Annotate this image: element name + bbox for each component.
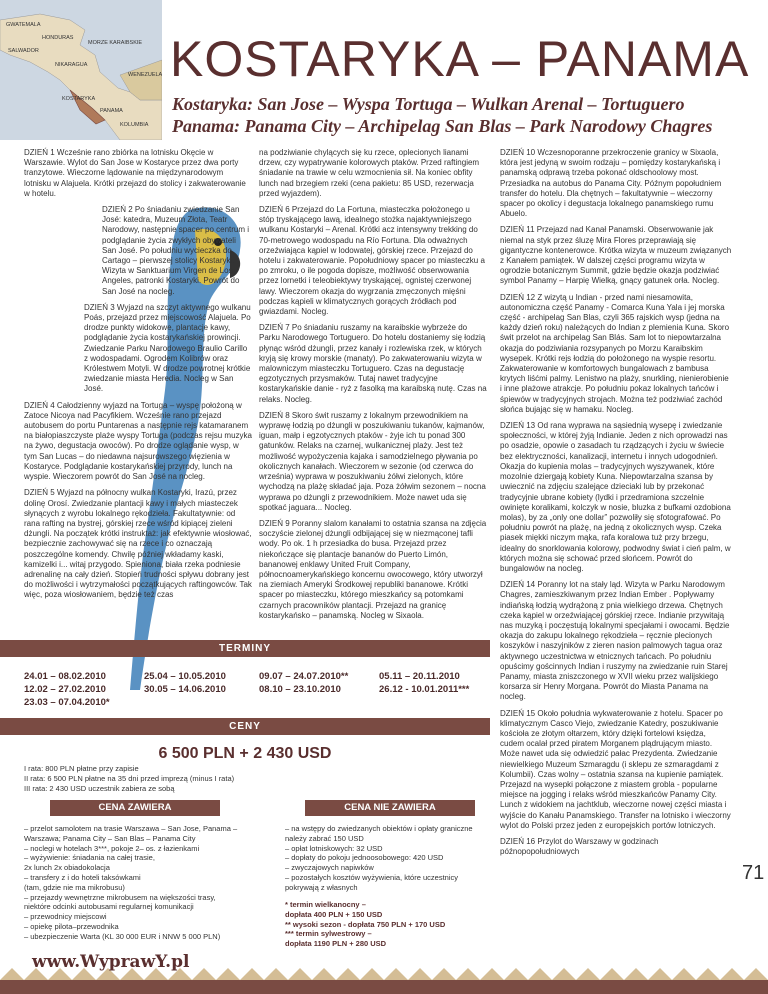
day-2: DZIEŃ 2 Po śniadaniu zwiedzanie San José: katedra, Muzeum Złota, Teatr Narodowy, następnie spacer po centrum i podglądanie życia zwykłych obywateli San José. Po południu wycieczka do Cartago – pierwszej stolicy Kostaryki. Wizyta w Sanktuarium Virgen de Los Angeles, patronki Kostaryki. Powrót do San José na nocleg. (102, 205, 250, 296)
term-date: 09.07 – 24.07.2010** (259, 671, 349, 682)
main-price: 6 500 PLN + 2 430 USD (158, 745, 332, 762)
map-label: MORZE KARAIBSKIE (88, 40, 143, 46)
list-item: – zwyczajowych napiwków (285, 863, 374, 873)
map-label: WENEZUELA (128, 72, 162, 78)
note-item: * termin wielkanocny – (285, 900, 366, 909)
list-item: – wyżywienie: śniadania na całej trasie, (24, 853, 155, 863)
term-date: 30.05 – 14.06.2010 (144, 684, 226, 695)
itinerary-column-right (500, 148, 732, 863)
day-5-continued: na podziwianie chylących się ku rzece, oplecionych lianami drzew, czy wypatrywanie kolorowych ptaków. Przed raftingiem śniadanie na trawie w celu wzmocnienia sił. Na koniec obfity lunch nad brzegiem rzeki (cena pakietu: 85 USD, rezerwacja przed wyjazdem). (259, 148, 480, 198)
list-item: – ubezpieczenie Warta (KL 30 000 EUR i NNW 5 000 PLN) (24, 931, 221, 941)
list-item: – transfery z i do hoteli taksówkami (24, 872, 141, 882)
day-3: DZIEŃ 3 Wyjazd na szczyt aktywnego wulkanu Poás, przejazd przez miejscowość Alajuela. Po drodze punkty widokowe, plantacje kawy, podglądanie życia kostarykańskiej prowincji. Zwiedzanie Parku Narodowego Braulio Carillo z wodospadami. Ogrodem Kolibrów oraz Królestwem Motyli. W drodze powrotnej krótkie zwiedzanie miasta Heredia. Nocleg w San José. (84, 302, 251, 394)
day-13: DZIEŃ 13 Od rana wyprawa na sąsiednią wysepę i zwiedzanie społeczności, w której żyją Indianie. Jeden z nich oprowadzi nas po osadzie, opowie o zasadach tu rządzących i życiu w świecie bez elektryczności, kanalizacji, internetu i innych udogodnień. Okazja do kupienia molas – tradycyjnych wyszywanek, które mozolnie dziergają kobiety Kuna. Niepowtarzalna szansa by uwiecznić na zdjęciu szalejące dzieciaki lub by przekonać tradycyjnie ubrane kobiety (lydki i przedramiona szczelnie owinięte koralikami, kolczyk w nosie, bluzka z bufkami ozdobiona molas), by za „only one dollar” pozwoliły się sfotografować. Po południu powrót na plażę, na jedną z okolicznych wysp. Czeka piasek miękki niczym mąka, rafa koralowa tuż przy brzegu, idealny do snorklowania kolorowy, podwodny świat i cień palm, w których można się schować przed słońcem. Powrót do bungalowów na nocleg. (500, 421, 731, 573)
term-date: 08.10 – 23.10.2010 (259, 684, 341, 695)
day-9: DZIEŃ 9 Poranny slalom kanałami to ostatnia szansa na zdjęcia soczyście zielonej dżungli odbijającej się w niezmąconej tafli wody. Po ok. 1 h przesiadka do busa. Przejazd przez niekończące się plantacje bananów do Puerto Limón, bananowej enklawy United Fruit Company, północnoamerykańskiego koncernu owocowego, który utworzył na ziemiach Ameryki Środkowej republiki bananowe. Krótki spacer po miasteczku, którego mieszkańcy są potomkami czarnych pracowników plantacji. Przejazd na granicę kostarykańsko – panamską. Nocleg w Sixaola. (259, 518, 487, 620)
installment-line: III rata: 2 430 USD uczestnik zabiera ze sobą (24, 784, 175, 793)
page-number: 71 (742, 862, 765, 884)
day-11: DZIEŃ 11 Przejazd nad Kanał Panamski. Obserwowanie jak niemal na styk przez śluzę Mira Flores przeprawiają się gigantyczne kontenerowce. Krótka wizyta w muzeum związanych z Kanałem pamiątek. W dalszej części programu wizyta w ogrodzie botanicznym Summit, gdzie będzie okazja podziwiać symbol Panamy – Harpię Wielką, gnący gatunek orła. Nocleg. (500, 225, 732, 286)
map-label: NIKARAGUA (55, 62, 88, 68)
map-label: PANAMA (100, 108, 123, 114)
list-item: – dopłaty do pokoju jednoosobowego: 420 USD (285, 853, 444, 863)
term-date: 05.11 – 20.11.2010 (379, 671, 460, 682)
map-label: SALWADOR (8, 48, 39, 54)
list-item: należy zabrać 150 USD (285, 833, 364, 843)
day-6: DZIEŃ 6 Przejazd do La Fortuna, miasteczka położonego u stóp tryskającego lawą, idealnego stożka najaktywniejszego wulkanu Kostaryki – Arenal. Krótki acz intensywny trekking do 70-metrowego wodospadu na Río Fortuna. Dla odważnych orzeźwiająca kąpiel w lodowatej, górskiej rzece. Przejazd do hotelu i zakwaterowanie. Popołudniowy spacer po miasteczku a po zmroku, o ile pogoda dopisze, możliwość obserwowania przez lornetki i teleobiektywy tryskającej, ognistej czerwonej lawy. Wieczorem okazja do wygrzania zmęczonych mięśni podczas kąpieli w klimatycznych gorących źródłach pod gwiazdami. Nocleg. (259, 205, 485, 317)
term-date: 25.04 – 10.05.2010 (144, 671, 226, 682)
day-12: DZIEŃ 12 Z wizytą u Indian - przed nami niesamowita, autonomiczna część Panamy - Comarca Kuna Yala i jej morska część - archipelag San Blas, czyli 365 rajskich wysp (jedna na każdy dzień roku) należących do Indian z plemienia Kuna. Skoro świt przelot na archipelag San Blás. Sam lot to niepowtarzalna okazja do podziwiania rozsypanych po Morzu Karaibskim wysepek. Krótki rejs łodzią do położonego na wyspie resortu. Zakwaterowanie w komfortowych bungalowach z bambusa krytych liśćmi palmy. Lenistwo na plaży, snurkling, nienierobienie i inne plażowe atrakcje. Po południu pokaz lokalnych tańców i śpiewów w tradycyjnych strojach. Można też podziwiać zachód słońca bujając się w hamaku. Nocleg. (500, 292, 730, 414)
installment-line: I rata: 800 PLN płatne przy zapisie (24, 764, 139, 773)
excludes-list (285, 824, 495, 893)
terms-col-4 (379, 670, 499, 696)
price-installments (24, 764, 234, 794)
map-label: HONDURAS (42, 35, 74, 41)
subtitle-panama: Panama: Panama City – Archipelag San Blas – Park Narodowy Chagres (172, 116, 713, 136)
subtitle-costa-rica: Kostaryka: San Jose – Wyspa Tortuga – Wulkan Arenal – Tortuguero (172, 94, 685, 114)
note-item: dopłata 1190 PLN + 280 USD (285, 939, 387, 949)
terms-col-3 (259, 670, 379, 696)
list-item: – noclegi w hotelach 3***, pokoje 2– os. z łazienkami (24, 843, 200, 853)
region-map (0, 0, 162, 140)
list-item: – opiekę pilota–przewodnika (24, 921, 119, 931)
day-16: DZIEŃ 16 Przylot do Warszawy w godzinach późnopopołudniowych (500, 837, 659, 857)
day-15: DZIEŃ 15 Około południa wykwaterowanie z hotelu. Spacer po klimatycznym Casco Viejo, zwiedzanie Katedry, poszukiwanie kościoła ze złotym ołtarzem, który dzięki fortelowi księdza, cudem ocalał przed piratem Morganem plądrującym miasto. Może nawet uda się odwiedzić pałac Prezydenta. Zwiedzanie niewielkiego Muzeum Szmaragdu (i sklepu ze szmaragdami z Kolumbii). Czas wolny – ostatnia szansa na kupienie pamiątek. Przejazd na wysepki połączone z miastem grobla - popularne miejsce na jogging i relaks wśród mieszkańców Panamy City. Lunch z widokiem na jachtklub, wieczorne nowej części miasta i wyjście do Kanału Panamskiego. Transfer na lotnisko i wieczorny wylot do Polski przez jeden z europejskich portów lotniczych. (500, 708, 731, 830)
itinerary-column-middle (259, 148, 487, 627)
list-item: – przewodnicy miejscowi (24, 912, 107, 922)
map-label: KOLUMBIA (120, 122, 149, 128)
day-1: DZIEŃ 1 Wcześnie rano zbiórka na lotnisku Okęcie w Warszawie. Wylot do San Jose w Kostaryce przez dwa porty tranzytowe. Wieczorne lądowanie na międzynarodowym lotnisku w Alajuela. Krótki przejazd do stolicy i zakwaterowanie w hotelu. (24, 148, 246, 198)
itinerary-column-left (24, 148, 252, 607)
page-title: KOSTARYKA – PANAMA (170, 31, 750, 87)
supplement-notes (285, 900, 495, 949)
map-label: GWATEMALA (6, 22, 41, 28)
day-7: DZIEŃ 7 Po śniadaniu ruszamy na karaibskie wybrzeże do Parku Narodowego Tortuguero. Do hotelu dostaniemy się łodzią płynąc wśród dżungli, przez kanały i rozlewiska rzek, w których kryją się krowy morskie (manaty). Po zakwaterowaniu wizyta w malowniczym miasteczku Tortuguero. Czas na degustację egzotycznych przysmaków. Tutaj nawet tradycyjne kostarykańskie danie - ryż z fasolką ma karaibską nutę. Czas na relaks. Nocleg. (259, 323, 487, 404)
list-item: niektóre odcinki autobusami regularnej komunikacji (24, 902, 194, 912)
term-date: 23.03 – 07.04.2010* (24, 697, 110, 708)
list-item: 2x lunch 2x obiadokolacja (24, 863, 110, 873)
note-item: *** termin sylwestrowy – (285, 929, 372, 939)
term-date: 12.02 – 27.02.2010 (24, 684, 106, 695)
terms-heading: TERMINY (0, 640, 490, 657)
term-date: 24.01 – 08.02.2010 (24, 671, 106, 682)
note-item: dopłata 400 PLN + 150 USD (285, 909, 383, 919)
list-item: – przelot samolotem na trasie Warszawa – San Jose, Panama – Warszawa; Panama City – San Blas – Panama City (24, 824, 238, 843)
day-8: DZIEŃ 8 Skoro świt ruszamy z lokalnym przewodnikiem na wyprawę łodzią po dżungli w poszukiwaniu tukanów, kajmanów, iguan, małp i egzotycznych ptaków - żyje ich tu ponad 300 gatunków. Relaks na czarnej, wulkanicznej plaży. Jest też możliwość wypożyczenia kajaka i samodzielnego pływania po okolicznych kanałach. Wieczorem w sezonie (od czerwca do września) wyprawa w poszukiwaniu żółwi zielonych, które wychodzą na plażę składać jaja. Poza żółwim sezonem – nocna wyprawa po dżungli z przewodnikiem. Może nawet uda się spotkać jaguara... Nocleg. (259, 410, 486, 512)
terms-col-2 (144, 670, 259, 696)
note-item: ** wysoki sezon - dopłata 750 PLN + 170 USD (285, 919, 446, 929)
brand-logo[interactable]: www.WyprawY.pl (32, 952, 190, 972)
prices-heading: CENY (0, 718, 490, 735)
terms-col-1 (24, 670, 144, 709)
excludes-heading: CENA NIE ZAWIERA (305, 800, 475, 816)
includes-list (24, 824, 264, 942)
includes-heading: CENA ZAWIERA (50, 800, 220, 816)
list-item: – na wstępy do zwiedzanych obiektów i opłaty graniczne (285, 824, 473, 833)
list-item: pokrywają z własnych (285, 882, 358, 892)
map-graphic (0, 0, 162, 140)
day-14: DZIEŃ 14 Poranny lot na stały ląd. Wizyta w Parku Narodowym Chagres, zamieszkiwanym przez Indian Ember . Popływamy indiańską łodzią wydrążoną z pnia wielkiego drzewa. Chętnych czeka kąpiel w orzeźwiającej górskiej rzece. Indianie przywitają nas muzyką i poczęstują lokalnymi specjałami i owocami. Będzie okazja do zakupu lokalnego rękodzieła – ręcznie plecionych koszyków i naszyjników z zieren nasion palmowych tagua oraz aktywnego uczestnictwa w etnicznych tańcach. Po południu opuścimy gościnnych Indian i ruszymy na zwiedzanie ruin Starej Panamy, miasta zniszczonego w XVII wieku przez walijskiego korsarza sir Henry Morgana. Powrót do Miasta Panama na nocleg. (500, 580, 730, 702)
list-item: – opłat lotniskowych: 32 USD (285, 843, 383, 853)
list-item: – przejazdy wewnętrzne mikrobusem na większości trasy, (24, 892, 216, 902)
installment-line: II rata: 6 500 PLN płatne na 35 dni przed imprezą (minus I rata) (24, 774, 235, 783)
list-item: – pozostałych kosztów wyżywienia, które uczestnicy (285, 872, 458, 882)
day-10: DZIEŃ 10 Wczesnoporanne przekroczenie granicy w Sixaola, która jest jedyną w swoim rodzaju – pomiędzy kostarykańską i panamską odprawą trzeba pokonać oldschoolowy most. Przesiadka na autobus do Panama City. Późnym popołudniem transfer do hotelu. Dla chętnych – fakultatywnie – wieczorny spacer po okolicy i degustacja lokalnego panamskiego rumu Abuelo. (500, 148, 722, 219)
day-5: DZIEŃ 5 Wyjazd na północny wulkan Kostaryki, Irazú, przez dolinę Orosí. Zwiedzanie plantacji kawy i małych miasteczek słynących z wyrobu lokalnego rękodzieła. Fakultatywnie: od rana rafting na bystrej, górskiej rzece wśród kipiącej zieleni dżungli. Na początek krótki instruktaż: jak efektywnie wiosłować, bezpiecznie zachowywać się na rzece i co oznaczają poszczególne komendy. Chwilę później wkładamy kaski, kamizelki i... witaj przygodo. Spieniona, biała rzeka podniesie adrenalinę na cały dzień. Stopień trudności spływu dobrany jest do możliwości i wytrzymałości początkujących raftingowców. Tak więc, poza wiosłowaniem, będzie też czas (24, 488, 252, 600)
page-header (0, 0, 768, 140)
map-label: KOSTARYKA (62, 96, 96, 102)
list-item: (tam, gdzie nie ma mikrobusu) (24, 882, 125, 892)
day-4: DZIEŃ 4 Całodzienny wyjazd na Tortuga – wyspę położoną w Zatoce Nicoya nad Pacyfikiem. Wcześnie rano przejazd autobusem do portu Puntarenas a następnie rejs katamaranem na białopiaszczyste plaże wyspy Tortuga (podczas rejsu muzyka na żywo, degustacja owoców). Po drodze oglądanie wysp, w tym San Lucas – do niedawna najsurowszego więzienia w Kostaryce. Podglądanie kostarykańskiej przyrody, lunch na wyspie. Wieczorem powrót do San José na nocleg. (24, 400, 252, 482)
term-date: 26.12 - 10.01.2011*** (379, 684, 470, 695)
